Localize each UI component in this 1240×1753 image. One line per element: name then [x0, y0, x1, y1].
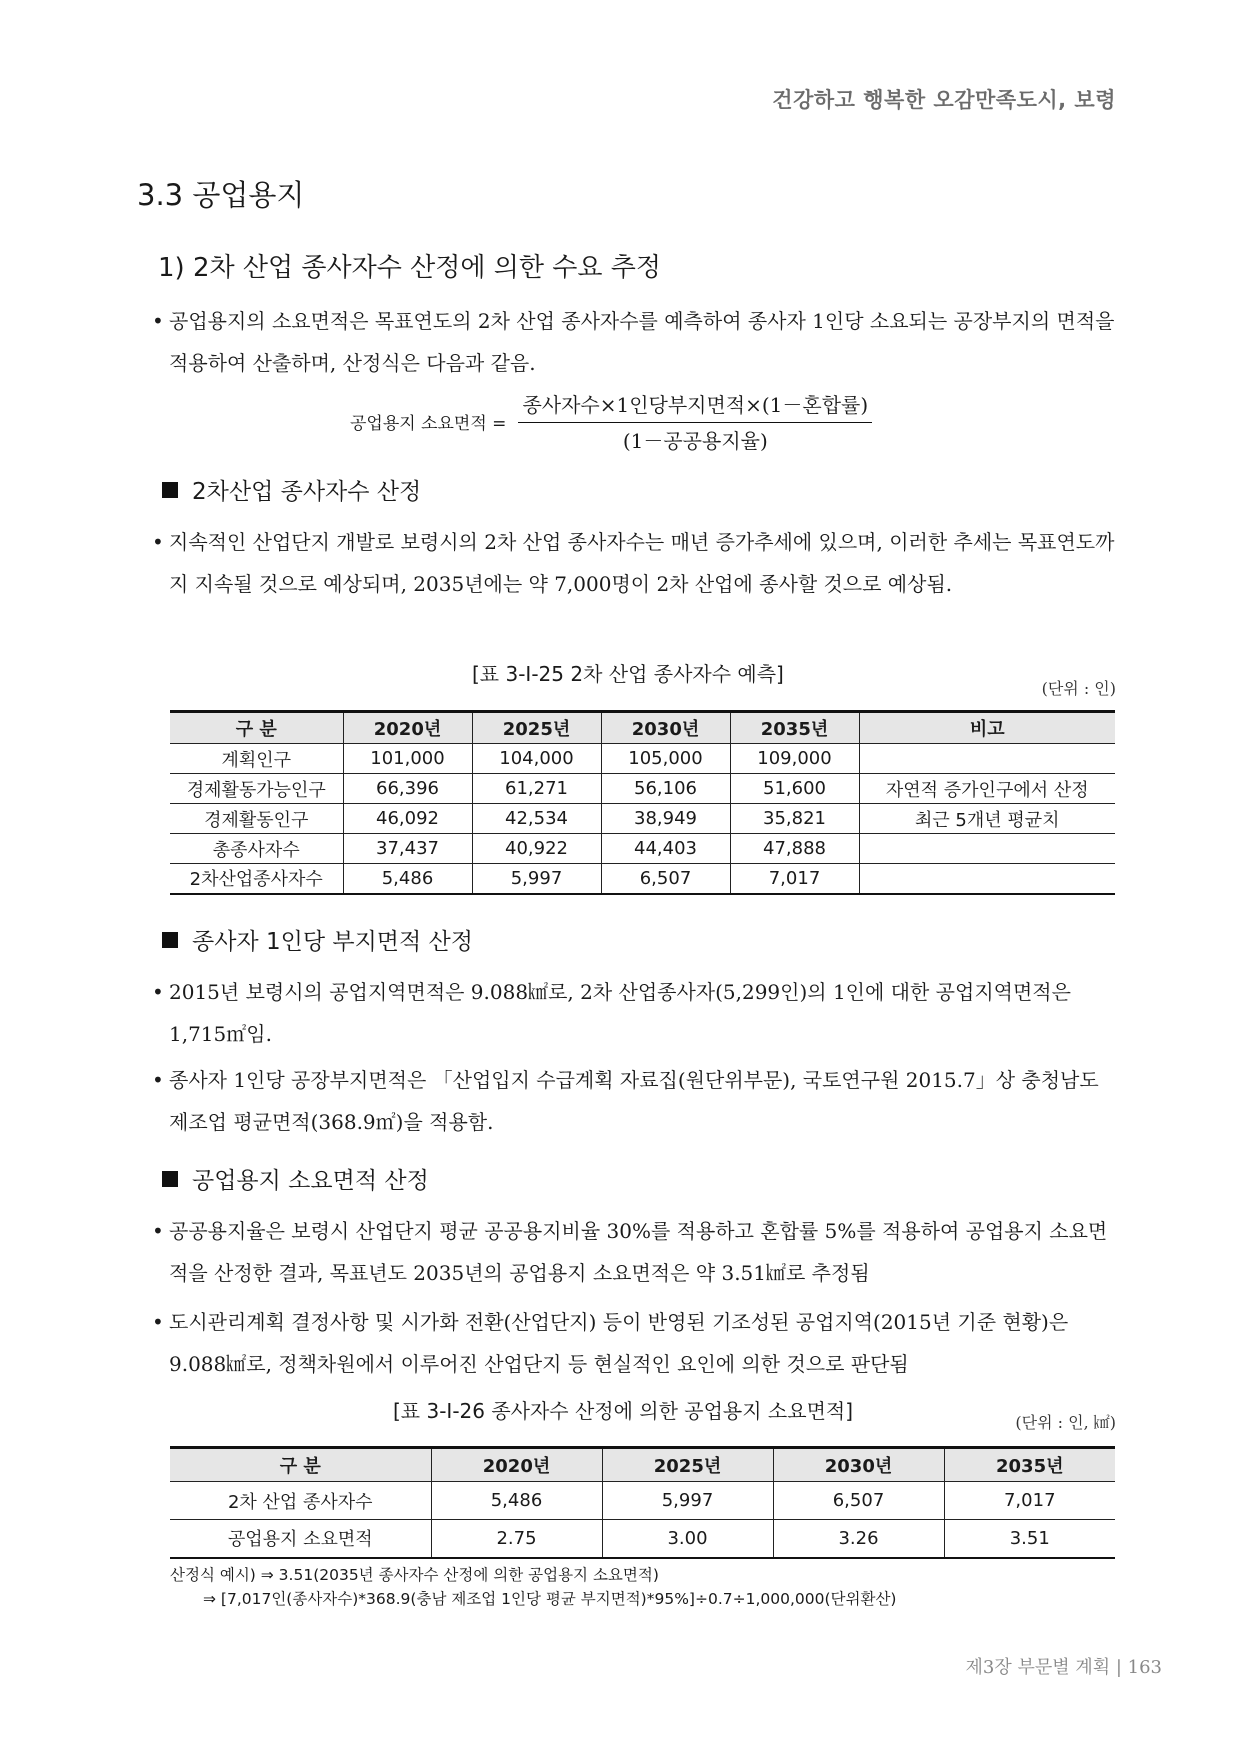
heading-employee-count	[162, 473, 421, 506]
table-row	[170, 804, 1115, 834]
table-cell: 자연적 증가인구에서 산정	[859, 774, 1115, 804]
table-cell: 3.26	[773, 1520, 944, 1558]
table1-caption: [표 3-Ⅰ-25 2차 산업 종사자수 예측]	[472, 662, 784, 686]
calculation-note-1: 산정식 예시) ⇒ 3.51(2035년 종사자수 산정에 의한 공업용지 소요면적)	[170, 1566, 659, 1584]
table-cell: 38,949	[601, 804, 730, 834]
table-header-cell: 비고	[859, 712, 1115, 744]
table-cell: 109,000	[730, 744, 859, 774]
table-header-cell: 2035년	[730, 712, 859, 744]
table-cell: 56,106	[601, 774, 730, 804]
table-cell: 101,000	[343, 744, 472, 774]
table-cell: 2차산업종사자수	[170, 864, 343, 894]
required-area-bullet-1: • 공공용지율은 보령시 산업단지 평균 공공용지비율 30%를 적용하고 혼합률 5%를 적용하여 공업용지 소요면적을 산정한 결과, 목표년도 2035년의 공업용지 소요면적은 약 3.51㎢로 추정됨	[169, 1210, 1124, 1294]
table-cell: 3.51	[944, 1520, 1115, 1558]
employee-bullet: • 지속적인 산업단지 개발로 보령시의 2차 산업 종사자수는 매년 증가추세에 있으며, 이러한 추세는 목표연도까지 지속될 것으로 예상되며, 2035년에는 약 7,000명이 2차 산업에 종사할 것으로 예상됨.	[169, 521, 1124, 605]
heading-area-per-employee	[162, 923, 473, 956]
intro-bullet: • 공업용지의 소요면적은 목표연도의 2차 산업 종사자수를 예측하여 종사자 1인당 소요되는 공장부지의 면적을 적용하여 산출하며, 산정식은 다음과 같음.	[169, 300, 1124, 384]
table-cell	[859, 834, 1115, 864]
table-header-cell: 2020년	[431, 1448, 602, 1482]
table2-unit: (단위 : 인, ㎢)	[1015, 1413, 1116, 1432]
square-bullet-icon	[162, 482, 178, 498]
formula-numerator: 종사자수×1인당부지면적×(1－혼합률)	[518, 389, 872, 423]
square-bullet-icon	[162, 932, 178, 948]
table-cell: 61,271	[472, 774, 601, 804]
table-row	[170, 774, 1115, 804]
table-cell: 5,997	[472, 864, 601, 894]
table-cell: 2차 산업 종사자수	[170, 1482, 431, 1520]
table-cell: 7,017	[730, 864, 859, 894]
table-header-cell: 2025년	[472, 712, 601, 744]
table-cell: 40,922	[472, 834, 601, 864]
table-header-cell: 구 분	[170, 1448, 431, 1482]
table-cell: 경제활동가능인구	[170, 774, 343, 804]
table-cell: 37,437	[343, 834, 472, 864]
table-cell: 경제활동인구	[170, 804, 343, 834]
table-row	[170, 834, 1115, 864]
table-cell	[859, 864, 1115, 894]
table-cell: 총종사자수	[170, 834, 343, 864]
table-cell: 42,534	[472, 804, 601, 834]
table-cell: 최근 5개년 평균치	[859, 804, 1115, 834]
table-cell: 51,600	[730, 774, 859, 804]
table1-unit: (단위 : 인)	[1041, 679, 1116, 698]
calculation-note-2: ⇒ [7,017인(종사자수)*368.9(충남 제조업 1인당 평균 부지면적)*95%]÷0.7÷1,000,000(단위환산)	[203, 1590, 897, 1608]
page-footer: 제3장 부문별 계획 | 163	[965, 1657, 1162, 1678]
table-cell: 5,486	[431, 1482, 602, 1520]
table-cell: 6,507	[601, 864, 730, 894]
heading-text: 종사자 1인당 부지면적 산정	[192, 929, 473, 955]
table-header-cell: 2030년	[773, 1448, 944, 1482]
table-cell: 공업용지 소요면적	[170, 1520, 431, 1558]
employee-forecast-table	[170, 710, 1115, 895]
table-cell: 66,396	[343, 774, 472, 804]
table-header-cell: 구 분	[170, 712, 343, 744]
table-cell: 44,403	[601, 834, 730, 864]
required-area-table	[170, 1446, 1115, 1559]
table-cell: 46,092	[343, 804, 472, 834]
table-cell: 2.75	[431, 1520, 602, 1558]
subsection-title: 1) 2차 산업 종사자수 산정에 의한 수요 추정	[158, 253, 661, 283]
table-cell: 47,888	[730, 834, 859, 864]
table-cell	[859, 744, 1115, 774]
table-row	[170, 1520, 1115, 1558]
formula	[350, 389, 872, 454]
table-cell: 계획인구	[170, 744, 343, 774]
table-cell: 7,017	[944, 1482, 1115, 1520]
table-cell: 3.00	[602, 1520, 773, 1558]
table-header-row	[170, 1448, 1115, 1482]
table-cell: 104,000	[472, 744, 601, 774]
heading-text: 공업용지 소요면적 산정	[192, 1168, 429, 1194]
heading-required-area	[162, 1162, 429, 1195]
table-header-cell: 2030년	[601, 712, 730, 744]
required-area-bullet-2: • 도시관리계획 결정사항 및 시가화 전환(산업단지) 등이 반영된 기조성된 공업지역(2015년 기준 현황)은 9.088㎢로, 정책차원에서 이루어진 산업단지 등 현실적인 요인에 의한 것으로 판단됨	[169, 1301, 1124, 1385]
formula-denominator: (1－공공용지율)	[622, 429, 768, 453]
table-header-row	[170, 712, 1115, 744]
table-cell: 6,507	[773, 1482, 944, 1520]
table2-caption: [표 3-Ⅰ-26 종사자수 산정에 의한 공업용지 소요면적]	[393, 1399, 854, 1423]
table-row	[170, 864, 1115, 894]
table-cell: 35,821	[730, 804, 859, 834]
table-header-cell: 2035년	[944, 1448, 1115, 1482]
section-title: 3.3 공업용지	[137, 178, 305, 212]
table-header-cell: 2020년	[343, 712, 472, 744]
table-row	[170, 744, 1115, 774]
table-header-cell: 2025년	[602, 1448, 773, 1482]
table-cell: 5,997	[602, 1482, 773, 1520]
area-bullet-2: • 종사자 1인당 공장부지면적은 「산업입지 수급계획 자료집(원단위부문), 국토연구원 2015.7」상 충청남도 제조업 평균면적(368.9㎡)을 적용함.	[169, 1059, 1124, 1143]
table-row	[170, 1482, 1115, 1520]
square-bullet-icon	[162, 1171, 178, 1187]
running-header: 건강하고 행복한 오감만족도시, 보령	[772, 88, 1116, 112]
table-cell: 5,486	[343, 864, 472, 894]
heading-text: 2차산업 종사자수 산정	[192, 479, 422, 505]
area-bullet-1: • 2015년 보령시의 공업지역면적은 9.088㎢로, 2차 산업종사자(5,299인)의 1인에 대한 공업지역면적은 1,715㎡임.	[169, 971, 1124, 1055]
formula-fraction	[518, 389, 872, 454]
table-cell: 105,000	[601, 744, 730, 774]
formula-label: 공업용지 소요면적 =	[350, 414, 507, 434]
